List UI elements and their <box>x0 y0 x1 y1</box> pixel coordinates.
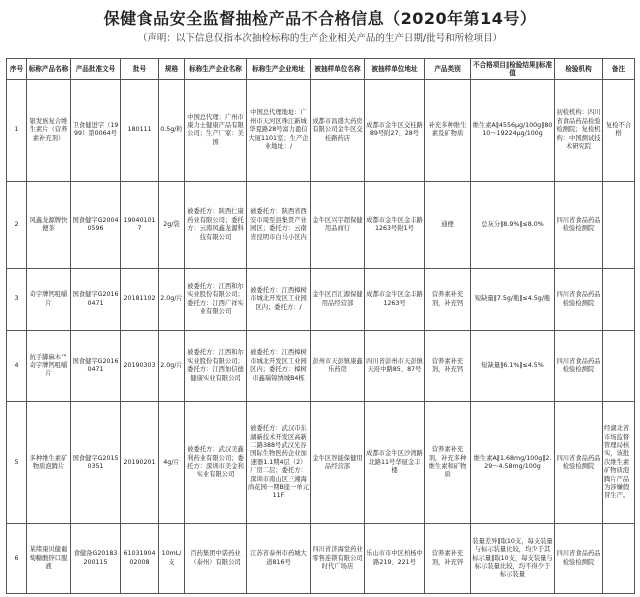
table-cell <box>603 524 635 594</box>
table-cell: 被委托方：陕西省西安市周至县集贤产业园区；委托方：云南省昆明市白马小区内 <box>247 181 311 269</box>
table-cell: 乐山市市中区柏杨中路219、221号 <box>365 524 425 594</box>
header-cell: 检验机构 <box>555 59 603 80</box>
table-cell: 10mL/支 <box>159 524 185 594</box>
table-cell: 多种维生素矿物质泡腾片 <box>27 402 71 524</box>
table-cell: 营养素补充剂，补充钙 <box>425 330 471 402</box>
table-cell: 20190201 <box>121 402 159 524</box>
table-cell: 初检机构：四川省食品药品检验检测院；复检机构：中国测试技术研究院 <box>555 80 603 182</box>
table-cell: 被委托方：陕西仁康药业有限公司；委托方：云南风鑫龙源科技有限公司 <box>185 181 247 269</box>
table-cell: 180111 <box>121 80 159 182</box>
table-cell: 四川省食品药品检验检测院 <box>555 330 603 402</box>
table-row <box>7 524 635 594</box>
table-cell: 彭州市天彭镇康鑫乐药房 <box>311 330 365 402</box>
table-cell: 营养素补充剂，补充锌 <box>425 524 471 594</box>
table-cell: 装量差异‖取10支，每支装量与标示装量比较，均少于其标示量‖取10支，每支装量与标示装量比较，均不得少于标示装量 <box>471 524 555 594</box>
table-cell: 复检不合格 <box>603 80 635 182</box>
table-cell: 短缺量‖7.5g/瓶‖≤4.5g/瓶 <box>471 269 555 330</box>
table-cell: 某绪康贝健葡萄糖酸锌口服液 <box>27 524 71 594</box>
header-row <box>7 59 635 80</box>
table-cell: 抗手脚麻木™奇宇牌钙咀嚼片 <box>27 330 71 402</box>
table-cell: 卫食健进字（1999）第0064号 <box>71 80 121 182</box>
table-cell: 金牛区智能保健用品经营部 <box>311 402 365 524</box>
table-cell: 营养素补充剂，补充多种维生素和矿物质 <box>425 402 471 524</box>
table-cell: 成都市金牛区交桂路89号附27、28号 <box>365 80 425 182</box>
table-cell: 4 <box>7 330 27 402</box>
table-cell: 被委托方：江西樟树市城北开发区工业园区内；委托方：/ <box>247 269 311 330</box>
notice-text: （声明：以下信息仅指本次抽检标称的生产企业相关产品的生产日期/批号和所检项目） <box>137 33 503 44</box>
table-row <box>7 402 635 524</box>
table-cell: 四川省食品药品检验检测院 <box>555 524 603 594</box>
table-cell: 成都市昌盛大药房有限公司金牛区交桂路药店 <box>311 80 365 182</box>
table-cell: 四川省彭州市天彭镇天府中路85、87号 <box>365 330 425 402</box>
table-cell: 维生素A‖1.68mg/100g‖2.29～4.58mg/100g <box>471 402 555 524</box>
table-cell: 被委托方：江西樟树市城北开发区工业园区内；委托方：樟树市鑫瑞锦绣城B4栋 <box>247 330 311 402</box>
table-cell: 金牛区百汇源保健用品经营部 <box>311 269 365 330</box>
table-cell: 国食健字G20150351 <box>71 402 121 524</box>
header-cell: 产品批准文号 <box>71 59 121 80</box>
header-cell: 标称生产企业地址 <box>247 59 311 80</box>
table-cell: 6103190402008 <box>121 524 159 594</box>
table-cell: 190401017 <box>121 181 159 269</box>
table-cell <box>603 330 635 402</box>
table-cell <box>603 269 635 330</box>
header-cell: 标称生产企业名称 <box>185 59 247 80</box>
table-cell: 江苏省泰州市药城大道816号 <box>247 524 311 594</box>
table-cell: 四川省食品药品检验检测院 <box>555 269 603 330</box>
header-cell: 被抽样单位名称 <box>311 59 365 80</box>
table-cell: 四川省济海堂药业零售连锁有限公司时代广场店 <box>311 524 365 594</box>
table-cell: 4g/片 <box>159 402 185 524</box>
table-cell: 0.5g/粒 <box>159 80 185 182</box>
table-cell: 2 <box>7 181 27 269</box>
table-cell: 成都市金牛区沙湾路北路11号华厦金丰楼 <box>365 402 425 524</box>
table-cell: 短缺量‖6.1%‖≤4.5% <box>471 330 555 402</box>
table-cell: 被委托方：武汉市东湖新技术开发区高新二路388号武汉光谷国际生物医药企业加速器1.1期4层（2）厂房二层；委托方：深圳市南山区三湘海尚花园一期B座一单元11F <box>247 402 311 524</box>
table-cell: 补充多种维生素及矿物质 <box>425 80 471 182</box>
table-cell: 奇宇牌钙咀嚼片 <box>27 269 71 330</box>
table-cell: 6 <box>7 524 27 594</box>
table-cell: 3 <box>7 269 27 330</box>
header-cell: 不合格项目‖检验结果‖标准值 <box>471 59 555 80</box>
header-cell: 标称产品名称 <box>27 59 71 80</box>
table-row <box>7 330 635 402</box>
table-cell: 金牛区兴宇超保健用品商行 <box>311 181 365 269</box>
table-cell: 被委托方：江西和尔实业股份有限公司；委托方：江西加信德健康实业有限公司 <box>185 330 247 402</box>
table-cell: 百药集团中诺药业（泰州）有限公司 <box>185 524 247 594</box>
table-cell: 2.0g/片 <box>159 269 185 330</box>
table-cell: 成都市金牛区金丰路1263号 <box>365 269 425 330</box>
table-cell: 国食健字G20160471 <box>71 269 121 330</box>
table-cell: 20190303 <box>121 330 159 402</box>
header-cell: 产品类别 <box>425 59 471 80</box>
table-cell: 2g/袋 <box>159 181 185 269</box>
table-cell: 银发族复合维生素片（营养素补充剂） <box>27 80 71 182</box>
table-cell: 四川省食品药品检验检测院 <box>555 181 603 269</box>
table-cell: 经湖北省市场监督管理局核实，该批次维生素矿物质泡腾片产品为涉嫌假冒生产。 <box>603 402 635 524</box>
table-cell: 四川省食品药品检验检测院 <box>555 402 603 524</box>
table-row <box>7 80 635 182</box>
table-cell: 食健备G20183200115 <box>71 524 121 594</box>
table-cell: 总灰分‖8.9%‖≤8.0% <box>471 181 555 269</box>
table-cell <box>603 181 635 269</box>
table-cell: 维生素A‖4556μg/100g‖8010～19224μg/100g <box>471 80 555 182</box>
header-cell: 规格 <box>159 59 185 80</box>
results-table <box>6 58 635 594</box>
table-cell: 中国总代理：广州市康力士健康产品有限公司；生产厂家：美国 <box>185 80 247 182</box>
table-cell: 5 <box>7 402 27 524</box>
table-cell: 国食健字G20040596 <box>71 181 121 269</box>
table-cell: 营养素补充剂，补充钙 <box>425 269 471 330</box>
page-title: 保健食品安全监督抽检产品不合格信息（2020年第14号） <box>103 9 537 28</box>
table-row <box>7 181 635 269</box>
table-cell: 被委托方：江西和尔实业股份有限公司；委托方：江西广祥实业有限公司 <box>185 269 247 330</box>
header-cell: 序号 <box>7 59 27 80</box>
table-cell: 1 <box>7 80 27 182</box>
header-cell: 被抽样单位地址 <box>365 59 425 80</box>
table-cell: 成都市金牛区金丰路1263号附1号 <box>365 181 425 269</box>
table-cell: 通便 <box>425 181 471 269</box>
table-cell: 20181102 <box>121 269 159 330</box>
table-cell: 国食健字G20160471 <box>71 330 121 402</box>
header-cell: 批号 <box>121 59 159 80</box>
table-cell: 风鑫龙源牌快便茶 <box>27 181 71 269</box>
table-cell: 2.0g/片 <box>159 330 185 402</box>
table-row <box>7 269 635 330</box>
table-cell: 被委托方：武汉美鑫利药业有限公司；委托方：深圳市美金利实业有限公司 <box>185 402 247 524</box>
header-cell: 备注 <box>603 59 635 80</box>
table-cell: 中国总代理地址：广州市天河区珠江新城华夏路28号富力盈信大厦1101室；生产企业地址：/ <box>247 80 311 182</box>
